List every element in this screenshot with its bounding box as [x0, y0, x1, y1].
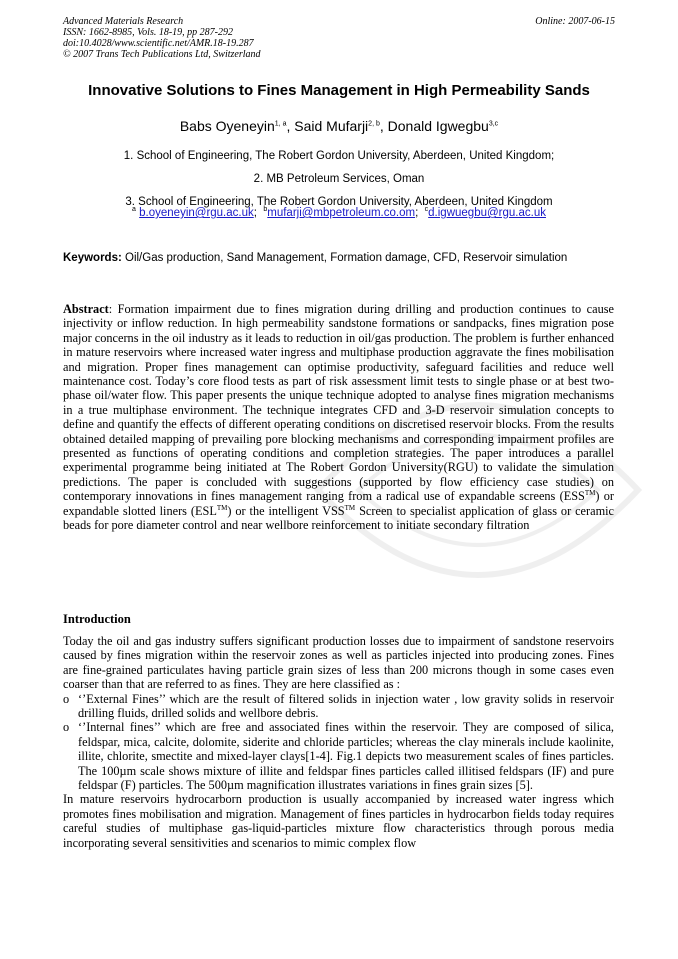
- list-item-text: ‘’External Fines’’ which are the result of filtered solids in injection water , low gravity solids in reservoir drilling fluids, drilled solids and wellbore debris.: [78, 691, 614, 721]
- list-item: [63, 720, 614, 792]
- abstract-label: Abstract: [63, 302, 109, 316]
- author-name: Donald Igwegbu: [387, 118, 489, 134]
- trademark-mark: TM: [584, 489, 596, 498]
- affiliation-1: 1. School of Engineering, The Robert Gordon University, Aberdeen, United Kingdom;: [123, 150, 555, 162]
- introduction-body: [63, 634, 614, 850]
- section-heading-introduction: Introduction: [63, 612, 131, 626]
- author-separator: ,: [379, 118, 388, 134]
- paper-title: Innovative Solutions to Fines Management in High Permeability Sands: [88, 82, 590, 99]
- author-superscript: 2, b: [368, 120, 380, 128]
- fines-classification-list: [63, 692, 614, 793]
- author-line: [0, 118, 678, 134]
- keywords: [63, 251, 614, 265]
- affiliations: [0, 145, 678, 214]
- author-separator: ,: [286, 118, 295, 134]
- email-separator: ;: [253, 207, 257, 219]
- email-separator: ;: [415, 207, 419, 219]
- bullet-icon: o: [63, 691, 70, 706]
- author-superscript: 1, a: [274, 120, 287, 128]
- doi-line: doi:10.4028/www.scientific.net/AMR.18-19.287: [63, 38, 254, 49]
- issn-line: ISSN: 1662-8985, Vols. 18-19, pp 287-292: [63, 27, 233, 38]
- email-link[interactable]: mufarji@mbpetroleum.co.om: [267, 207, 416, 219]
- journal-name: Advanced Materials Research: [63, 16, 184, 27]
- abstract-text: Screen to specialist application of glass or ceramic beads for pore diameter control and near wellbore reinforcement to initiate secondary filtration: [63, 503, 615, 533]
- email-superscript: a: [132, 206, 136, 214]
- copyright-line: © 2007 Trans Tech Publications Ltd, Switzerland: [63, 49, 261, 60]
- abstract-text: : Formation impairment due to fines migration during drilling and production continues to cause injectivity or inflow reduction. In high permeability sandstone formations or sandpacks, fines migration pose major concerns in the oil industry as it leads to reduction in oil/gas production. The problem is further enhanced in mature reservoirs where increased water ingress and multiphase production aggravate the fines mobilisation and migration. Proper fines management can optimise productivity, safeguard facilities and reduce well maintenance cost. Today’s core flood tests as part of risk assessment limit tests to single phase or at best two-phase oil/water flow. This paper presents the unique technique adopted to analyse fines migration mechanisms in a true multiphase environment. The technique integrates CFD and 3-D reservoir simulation concepts to define and quantify the effects of different operating conditions on discretised reservoir blocks. From the results obtained detailed mapping of prevailing pore blocking mechanisms and corresponding impairment profiles are presented as functions of operating conditions and completion strategies. The paper introduces a parallel experimental programme being initiated at The Robert Gordon University(RGU) to validate the simulation predictions. The paper is concluded with suggestions (supported by flow efficiency case studies) on contemporary innovations in fines management ranging from a radical use of expandable screens (ESS: [63, 302, 614, 504]
- bullet-icon: o: [63, 720, 70, 735]
- abstract: [63, 302, 614, 533]
- affiliation-3: 3. School of Engineering, The Robert Gordon University, Aberdeen, United Kingdom: [125, 196, 553, 208]
- trademark-mark: TM: [216, 503, 228, 512]
- journal-header: [63, 16, 261, 60]
- author-name: Babs Oyeneyin: [179, 118, 275, 134]
- keywords-label: Keywords:: [63, 252, 122, 264]
- introduction-paragraph: In mature reservoirs hydrocarborn production is usually accompanied by increased water ingress which promotes fines mobilisation and migration. Management of fines particles in hydrocarbon fields today requires careful studies of multiphase gas-liquid-particles mixture flow characteristics through porous media incorporating several sensitivities and scenarios to mimic complex flow: [63, 792, 614, 850]
- abstract-text: ) or expandable slotted liners (ESL: [63, 489, 614, 518]
- affiliation-2: 2. MB Petroleum Services, Oman: [253, 173, 425, 185]
- keywords-text: Oil/Gas production, Sand Management, Formation damage, CFD, Reservoir simulation: [125, 252, 568, 264]
- email-link[interactable]: b.oyeneyin@rgu.ac.uk: [139, 207, 254, 219]
- abstract-text: ) or the intelligent VSS: [227, 503, 345, 518]
- email-superscript: c: [424, 206, 429, 214]
- email-line: [0, 207, 678, 219]
- trademark-mark: TM: [344, 503, 356, 512]
- email-superscript: b: [263, 206, 268, 214]
- list-item: [63, 692, 614, 721]
- author-name: Said Mufarji: [294, 118, 369, 134]
- list-item-text: ‘’Internal fines’’ which are free and associated fines within the reservoir. They are composed of silica, feldspar, mica, calcite, dolomite, siderite and chloride particles; whereas the clay minerals include kaolinite, illite, chlorite, smectite and mixed-layer clays[1-4]. Fig.1 depicts two measurement scales of fines particles. The 100µm scale shows mixture of illite and feldspar fines particles called illitised feldspars (IF) and pure feldspar (F) particles. The 500µm magnification illustrates variations in fines grain sizes [5].: [78, 720, 614, 793]
- email-link[interactable]: d.igwuegbu@rgu.ac.uk: [428, 207, 546, 219]
- online-date: Online: 2007-06-15: [535, 16, 615, 27]
- introduction-paragraph: Today the oil and gas industry suffers significant production losses due to impairment of sandstone reservoirs caused by fines migration within the reservoir zones as well as particles injected into producing zones. Fines are fine-grained particulates having particle grain sizes of less than 200 microns though in some cases even coarser than that are referred to as fines. They are here classified as :: [63, 634, 614, 692]
- author-superscript: 3,c: [488, 120, 499, 128]
